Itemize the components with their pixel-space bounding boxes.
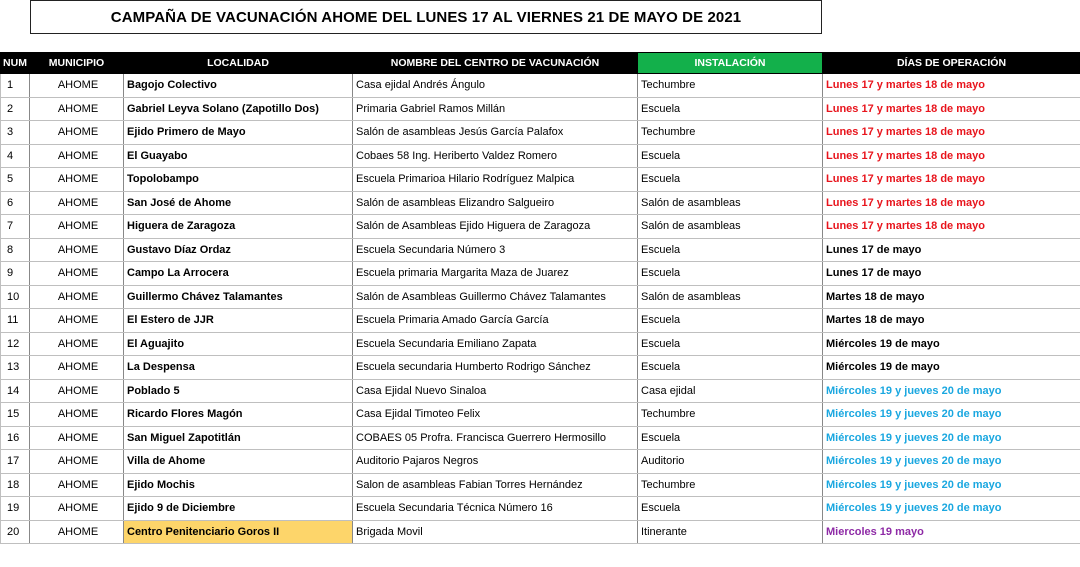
cell-dias: Miércoles 19 y jueves 20 de mayo	[823, 403, 1080, 427]
table-row	[1, 215, 1080, 239]
cell-dias: Miércoles 19 y jueves 20 de mayo	[823, 450, 1080, 474]
cell-localidad: Higuera de Zaragoza	[124, 215, 353, 239]
cell-centro: Auditorio Pajaros Negros	[353, 450, 638, 474]
cell-num: 8	[1, 238, 30, 262]
cell-localidad: El Estero de JJR	[124, 309, 353, 333]
cell-num: 2	[1, 97, 30, 121]
header-row	[1, 53, 1080, 74]
cell-num: 7	[1, 215, 30, 239]
cell-centro: Escuela Secundaria Emiliano Zapata	[353, 332, 638, 356]
column-header-dias: DÍAS DE OPERACIÓN	[823, 53, 1080, 74]
cell-num: 5	[1, 168, 30, 192]
cell-instalacion: Salón de asambleas	[638, 285, 823, 309]
cell-localidad: Ejido Primero de Mayo	[124, 121, 353, 145]
cell-centro: Salon de asambleas Fabian Torres Hernández	[353, 473, 638, 497]
cell-centro: Escuela Secundaria Número 3	[353, 238, 638, 262]
cell-centro: Salón de Asambleas Ejido Higuera de Zaragoza	[353, 215, 638, 239]
cell-instalacion: Escuela	[638, 497, 823, 521]
cell-centro: Escuela Secundaria Técnica Número 16	[353, 497, 638, 521]
cell-centro: Escuela primaria Margarita Maza de Juarez	[353, 262, 638, 286]
cell-num: 18	[1, 473, 30, 497]
cell-centro: Salón de Asambleas Guillermo Chávez Talamantes	[353, 285, 638, 309]
cell-centro: Cobaes 58 Ing. Heriberto Valdez Romero	[353, 144, 638, 168]
cell-instalacion: Techumbre	[638, 74, 823, 98]
table-row	[1, 497, 1080, 521]
column-header-num: NUM	[1, 53, 30, 74]
cell-municipio: AHOME	[30, 332, 124, 356]
cell-instalacion: Techumbre	[638, 121, 823, 145]
cell-municipio: AHOME	[30, 121, 124, 145]
cell-municipio: AHOME	[30, 168, 124, 192]
cell-localidad: Ejido Mochis	[124, 473, 353, 497]
cell-instalacion: Escuela	[638, 262, 823, 286]
cell-localidad: Topolobampo	[124, 168, 353, 192]
cell-dias: Lunes 17 y martes 18 de mayo	[823, 121, 1080, 145]
cell-localidad: El Aguajito	[124, 332, 353, 356]
cell-localidad: Gustavo Díaz Ordaz	[124, 238, 353, 262]
cell-instalacion: Techumbre	[638, 473, 823, 497]
cell-centro: Primaria Gabriel Ramos Millán	[353, 97, 638, 121]
table-row	[1, 74, 1080, 98]
cell-dias: Miércoles 19 de mayo	[823, 332, 1080, 356]
column-header-instalacion: INSTALACIÓN	[638, 53, 823, 74]
cell-localidad: Ricardo Flores Magón	[124, 403, 353, 427]
cell-municipio: AHOME	[30, 497, 124, 521]
cell-num: 4	[1, 144, 30, 168]
cell-localidad: Gabriel Leyva Solano (Zapotillo Dos)	[124, 97, 353, 121]
cell-centro: Escuela Primaria Amado García García	[353, 309, 638, 333]
cell-municipio: AHOME	[30, 238, 124, 262]
cell-instalacion: Techumbre	[638, 403, 823, 427]
cell-localidad: La Despensa	[124, 356, 353, 380]
cell-centro: Salón de asambleas Jesús García Palafox	[353, 121, 638, 145]
cell-municipio: AHOME	[30, 450, 124, 474]
cell-num: 9	[1, 262, 30, 286]
table-body	[1, 74, 1080, 544]
table-row	[1, 168, 1080, 192]
cell-municipio: AHOME	[30, 379, 124, 403]
cell-num: 15	[1, 403, 30, 427]
cell-municipio: AHOME	[30, 309, 124, 333]
cell-num: 13	[1, 356, 30, 380]
cell-centro: COBAES 05 Profra. Francisca Guerrero Hermosillo	[353, 426, 638, 450]
cell-centro: Casa ejidal Andrés Ángulo	[353, 74, 638, 98]
cell-municipio: AHOME	[30, 215, 124, 239]
vaccination-table	[0, 52, 1080, 544]
table-row	[1, 144, 1080, 168]
table-row	[1, 356, 1080, 380]
cell-instalacion: Escuela	[638, 356, 823, 380]
table-row	[1, 332, 1080, 356]
cell-localidad: Ejido 9 de Diciembre	[124, 497, 353, 521]
cell-localidad: Campo La Arrocera	[124, 262, 353, 286]
cell-centro: Salón de asambleas Elizandro Salgueiro	[353, 191, 638, 215]
column-header-localidad: LOCALIDAD	[124, 53, 353, 74]
cell-dias: Martes 18 de mayo	[823, 309, 1080, 333]
cell-instalacion: Itinerante	[638, 520, 823, 544]
cell-dias: Miércoles 19 y jueves 20 de mayo	[823, 379, 1080, 403]
cell-localidad: San José de Ahome	[124, 191, 353, 215]
cell-instalacion: Escuela	[638, 238, 823, 262]
cell-dias: Martes 18 de mayo	[823, 285, 1080, 309]
cell-municipio: AHOME	[30, 356, 124, 380]
table-row	[1, 121, 1080, 145]
cell-localidad: Bagojo Colectivo	[124, 74, 353, 98]
cell-localidad: Guillermo Chávez Talamantes	[124, 285, 353, 309]
cell-num: 3	[1, 121, 30, 145]
cell-centro: Escuela secundaria Humberto Rodrigo Sánchez	[353, 356, 638, 380]
cell-instalacion: Casa ejidal	[638, 379, 823, 403]
cell-localidad: El Guayabo	[124, 144, 353, 168]
cell-instalacion: Salón de asambleas	[638, 191, 823, 215]
cell-num: 6	[1, 191, 30, 215]
column-header-municipio: MUNICIPIO	[30, 53, 124, 74]
cell-dias: Lunes 17 y martes 18 de mayo	[823, 191, 1080, 215]
cell-dias: Miércoles 19 y jueves 20 de mayo	[823, 426, 1080, 450]
cell-instalacion: Escuela	[638, 332, 823, 356]
cell-dias: Lunes 17 y martes 18 de mayo	[823, 97, 1080, 121]
cell-dias: Miércoles 19 y jueves 20 de mayo	[823, 473, 1080, 497]
cell-municipio: AHOME	[30, 473, 124, 497]
table-row	[1, 97, 1080, 121]
cell-dias: Miercoles 19 mayo	[823, 520, 1080, 544]
cell-num: 16	[1, 426, 30, 450]
cell-num: 11	[1, 309, 30, 333]
cell-dias: Lunes 17 y martes 18 de mayo	[823, 144, 1080, 168]
cell-instalacion: Auditorio	[638, 450, 823, 474]
cell-num: 19	[1, 497, 30, 521]
cell-num: 10	[1, 285, 30, 309]
table-row	[1, 285, 1080, 309]
table-row	[1, 238, 1080, 262]
cell-localidad: Villa de Ahome	[124, 450, 353, 474]
table-row	[1, 426, 1080, 450]
cell-municipio: AHOME	[30, 97, 124, 121]
cell-municipio: AHOME	[30, 520, 124, 544]
table-row	[1, 262, 1080, 286]
cell-localidad: Poblado 5	[124, 379, 353, 403]
cell-instalacion: Escuela	[638, 426, 823, 450]
cell-municipio: AHOME	[30, 426, 124, 450]
cell-dias: Miércoles 19 de mayo	[823, 356, 1080, 380]
cell-centro: Casa Ejidal Timoteo Felix	[353, 403, 638, 427]
column-header-centro: NOMBRE DEL CENTRO DE VACUNACIÓN	[353, 53, 638, 74]
cell-centro: Casa Ejidal Nuevo Sinaloa	[353, 379, 638, 403]
cell-centro: Escuela Primarioa Hilario Rodríguez Malpica	[353, 168, 638, 192]
table-row	[1, 191, 1080, 215]
cell-municipio: AHOME	[30, 144, 124, 168]
cell-municipio: AHOME	[30, 285, 124, 309]
cell-dias: Lunes 17 y martes 18 de mayo	[823, 215, 1080, 239]
cell-municipio: AHOME	[30, 403, 124, 427]
cell-municipio: AHOME	[30, 74, 124, 98]
cell-municipio: AHOME	[30, 191, 124, 215]
table-row	[1, 403, 1080, 427]
cell-instalacion: Escuela	[638, 309, 823, 333]
cell-instalacion: Escuela	[638, 168, 823, 192]
cell-localidad: Centro Penitenciario Goros II	[124, 520, 353, 544]
cell-dias: Lunes 17 de mayo	[823, 238, 1080, 262]
page-title: CAMPAÑA DE VACUNACIÓN AHOME DEL LUNES 17 AL VIERNES 21 DE MAYO DE 2021	[30, 0, 822, 34]
table-row	[1, 450, 1080, 474]
table-row	[1, 520, 1080, 544]
cell-instalacion: Salón de asambleas	[638, 215, 823, 239]
cell-num: 1	[1, 74, 30, 98]
cell-num: 20	[1, 520, 30, 544]
cell-dias: Lunes 17 de mayo	[823, 262, 1080, 286]
cell-instalacion: Escuela	[638, 97, 823, 121]
cell-num: 14	[1, 379, 30, 403]
cell-dias: Miércoles 19 y jueves 20 de mayo	[823, 497, 1080, 521]
cell-dias: Lunes 17 y martes 18 de mayo	[823, 168, 1080, 192]
cell-instalacion: Escuela	[638, 144, 823, 168]
table-row	[1, 473, 1080, 497]
cell-dias: Lunes 17 y martes 18 de mayo	[823, 74, 1080, 98]
table-row	[1, 379, 1080, 403]
cell-localidad: San Miguel Zapotitlán	[124, 426, 353, 450]
table-row	[1, 309, 1080, 333]
cell-municipio: AHOME	[30, 262, 124, 286]
cell-num: 17	[1, 450, 30, 474]
cell-num: 12	[1, 332, 30, 356]
cell-centro: Brigada Movil	[353, 520, 638, 544]
